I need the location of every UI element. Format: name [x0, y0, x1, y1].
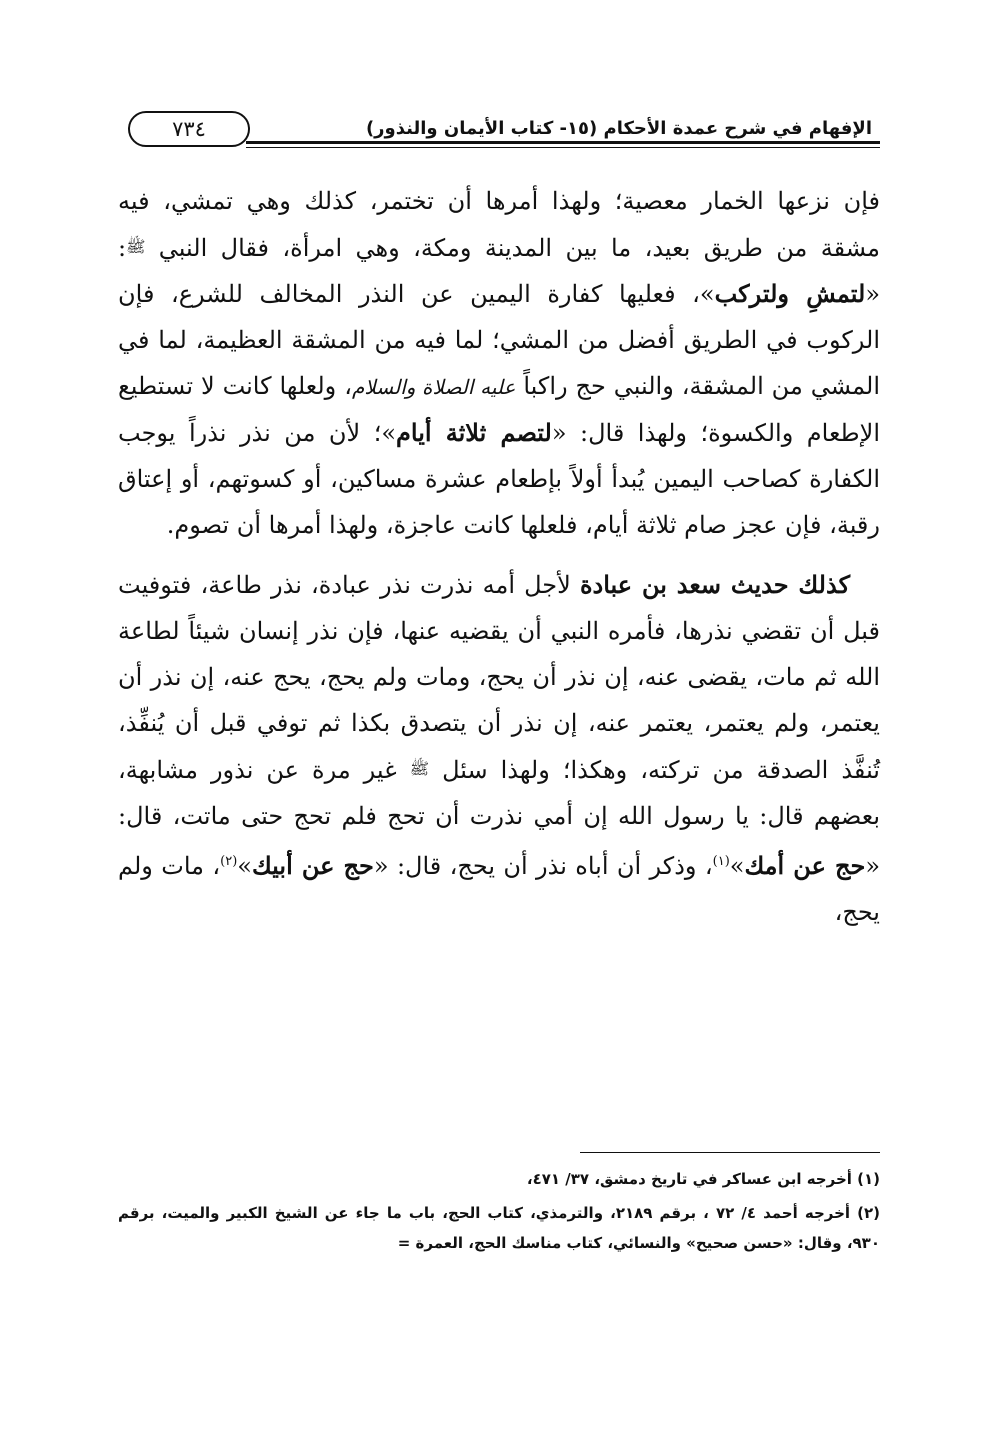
running-header — [128, 108, 880, 148]
header-rule-thin — [246, 147, 880, 148]
footnote-ref-2[interactable]: (٢) — [220, 854, 238, 869]
hadith-quote: حج عن أبيك — [251, 851, 374, 880]
footnote-separator — [580, 1152, 880, 1153]
hadith-quote: لتصم ثلاثة أيام — [396, 418, 552, 447]
header-rule-thick — [246, 141, 880, 144]
hadith-quote: حج عن أمك — [744, 851, 866, 880]
paragraph-1: فإن نزعها الخمار معصية؛ ولهذا أمرها أن تختمر، كذلك وهي تمشي، فيه مشقة من طريق بعيد، ما بين المدينة ومكة، وهي امرأة، فقال النبي ﷺ: «لتمشِ ولتركب»، فعليها كفارة اليمين عن النذر المخالف للشرع، فإن الركوب في الطريق أفضل من المشي؛ لما فيه من المشقة العظيمة، لما في المشي من المشقة، والنبي حج راكباً عليه الصلاة والسلام، ولعلها كانت لا تستطيع الإطعام والكسوة؛ ولهذا قال: «لتصم ثلاثة أيام»؛ لأن من نذر نذراً يوجب الكفارة كصاحب اليمين يُبدأ أولاً بإطعام عشرة مساكين، أو كسوتهم، أو إعتاق رقبة، فإن عجز صام ثلاثة أيام، فلعلها كانت عاجزة، ولهذا أمرها أن تصوم. — [118, 187, 880, 539]
section-lead: كذلك حديث سعد بن عبادة — [579, 570, 850, 599]
footnote-2: (٢) أخرجه أحمد ٤/ ٧٢ ، برقم ٢١٨٩، والترمذي، كتاب الحج، باب ما جاء عن الشيخ الكبير والميت، برقم ٩٣٠، وقال: «حسن صحيح» والنسائي، كتاب مناسك الحج، العمرة = — [118, 1204, 880, 1252]
footnote-ref-1[interactable]: (١) — [712, 854, 730, 869]
paragraph-2: كذلك حديث سعد بن عبادة لأجل أمه نذرت نذر عبادة، نذر طاعة، فتوفيت قبل أن تقضي نذرها، فأمره النبي أن يقضيه عنها، فإن نذر إنسان شيئاً لطاعة الله ثم مات، يقضى عنه، إن نذر أن يحج، ومات ولم يحج، يحج عنه، إن نذر أن يعتمر، ولم يعتمر، يعتمر عنه، إن نذر أن يتصدق بكذا ثم توفي قبل أن يُنفِّذ، تُنفَّذ الصدقة من تركته، وهكذا؛ ولهذا سئل ﷺ غير مرة عن نذور مشابهة، بعضهم قال: يا رسول الله إن أمي نذرت أن تحج فلم تحج حتى ماتت، قال: «حج عن أمك»$^{(١)}$، وذكر أن أباه نذر أن يحج، قال: «حج عن أبيك»$^{(٢)}$، مات ولم يحج، — [118, 570, 880, 926]
header-title: الإفهام في شرح عمدة الأحكام (١٥- كتاب الأيمان والنذور) — [365, 118, 872, 139]
honorific-glyph: ﷺ — [126, 237, 146, 256]
footnotes — [118, 1164, 880, 1262]
footnote-1: (١) أخرجه ابن عساكر في تاريخ دمشق، ٣٧/ ٤٧١، — [526, 1170, 880, 1188]
honorific-phrase: عليه الصلاة والسلام — [351, 375, 516, 399]
main-text — [118, 178, 880, 935]
page-number: ٧٣٤ — [128, 111, 250, 147]
honorific-glyph: ﷺ — [409, 759, 430, 778]
hadith-quote: لتمشِ ولتركب — [714, 279, 866, 308]
